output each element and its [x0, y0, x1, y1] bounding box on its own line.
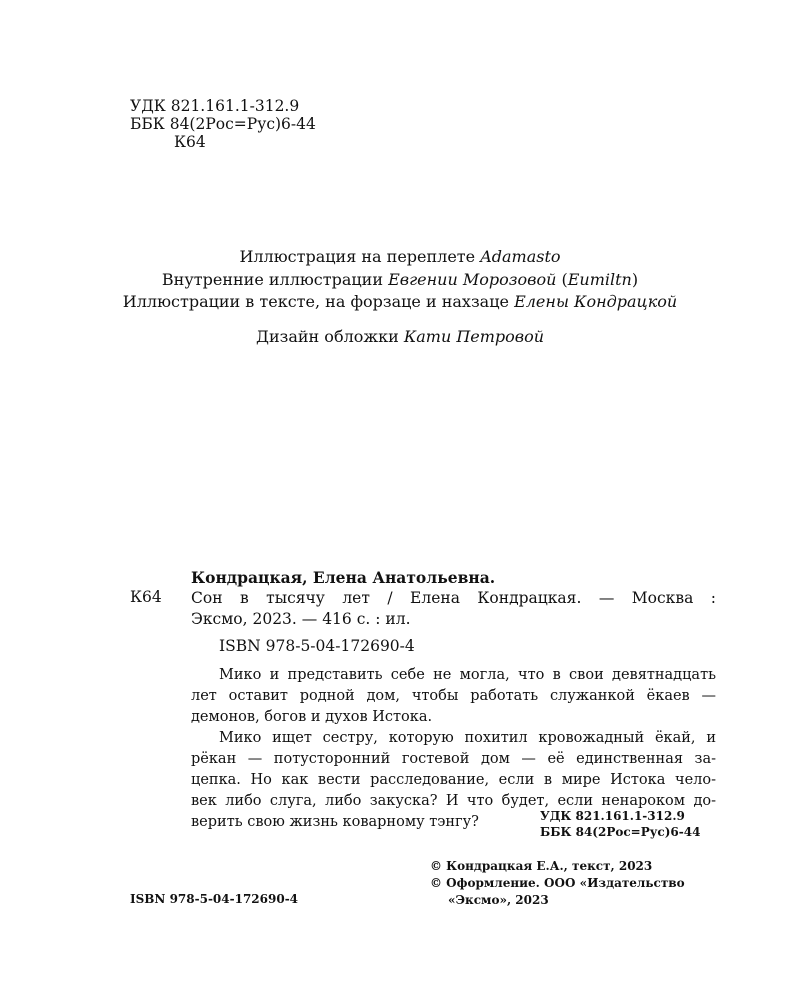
bibliographic-description: [191, 588, 716, 630]
footer-bbk-code: ББК 84(2Рос=Рус)6-44: [540, 825, 701, 839]
annotation-line: лет оставит родной дом, чтобы работать служанкой ёкаев —: [191, 688, 716, 704]
bibliographic-mark: К64: [130, 588, 162, 606]
copyright-design-line-continued: «Эксмо», 2023: [448, 893, 549, 907]
annotation-line: рёкан — потусторонний гостевой дом — её единственная за-: [191, 751, 716, 767]
inner-alias-open: (: [556, 269, 568, 289]
classification-codes: [130, 97, 316, 151]
annotation-line: цепка. Но как вести расследование, если в мире Истока чело-: [191, 772, 716, 788]
inner-illustrator-alias: Eumiltn: [567, 269, 632, 289]
cover-illustrator-name: Adamasto: [480, 247, 561, 266]
bibliographic-publisher-line: Эксмо, 2023. — 416 с. : ил.: [191, 610, 411, 628]
bibliographic-title-line: Сон в тысячу лет / Елена Кондрацкая. — Москва :: [191, 589, 716, 607]
illustration-credits: [0, 246, 800, 348]
inner-illustrator-name: Евгении Морозовой: [388, 269, 557, 289]
text-illustrator-name: Елены Кондрацкой: [514, 292, 678, 311]
inner-illustration-credit: [0, 269, 800, 292]
text-illustration-label: Иллюстрации в тексте, на форзаце и нахзаце: [122, 292, 509, 311]
annotation-line: верить свою жизнь коварному тэнгу?: [191, 814, 479, 830]
inner-alias-close: ): [631, 269, 639, 289]
annotation-line: век либо слуга, либо закуска? И что будет, если ненароком до-: [191, 793, 716, 809]
copyright-design-line: © Оформление. ООО «Издательство: [430, 876, 685, 890]
copyright-notice: [430, 858, 685, 909]
annotation-line: Мико ищет сестру, которую похитил кровожадный ёкай, и: [219, 730, 716, 746]
footer-udk-code: УДК 821.161.1-312.9: [540, 809, 685, 823]
footer-classification-codes: [540, 808, 700, 840]
bbk-code: ББК 84(2Рос=Рус)6-44: [130, 115, 316, 133]
cover-designer-name: Кати Петровой: [403, 326, 545, 346]
annotation-paragraph-1: [191, 665, 716, 728]
annotation-line: демонов, богов и духов Истока.: [191, 709, 433, 725]
cover-illustration-label: Иллюстрация на переплете: [239, 247, 476, 266]
cover-design-credit: [0, 326, 800, 349]
udk-code: УДК 821.161.1-312.9: [130, 97, 300, 115]
isbn-number: ISBN 978-5-04-172690-4: [219, 637, 415, 655]
cover-design-label: Дизайн обложки: [255, 326, 399, 346]
inner-illustration-label: Внутренние иллюстрации: [161, 269, 383, 289]
footer-isbn: ISBN 978-5-04-172690-4: [130, 892, 299, 906]
copyright-text-line: © Кондрацкая Е.А., текст, 2023: [430, 859, 653, 873]
annotation-line: Мико и представить себе не могла, что в свои девятнадцать: [219, 667, 716, 683]
author-mark: К64: [174, 133, 206, 151]
bibliographic-author: Кондрацкая, Елена Анатольевна.: [191, 568, 496, 587]
text-illustration-credit: [0, 291, 800, 314]
cover-illustration-credit: [0, 246, 800, 269]
